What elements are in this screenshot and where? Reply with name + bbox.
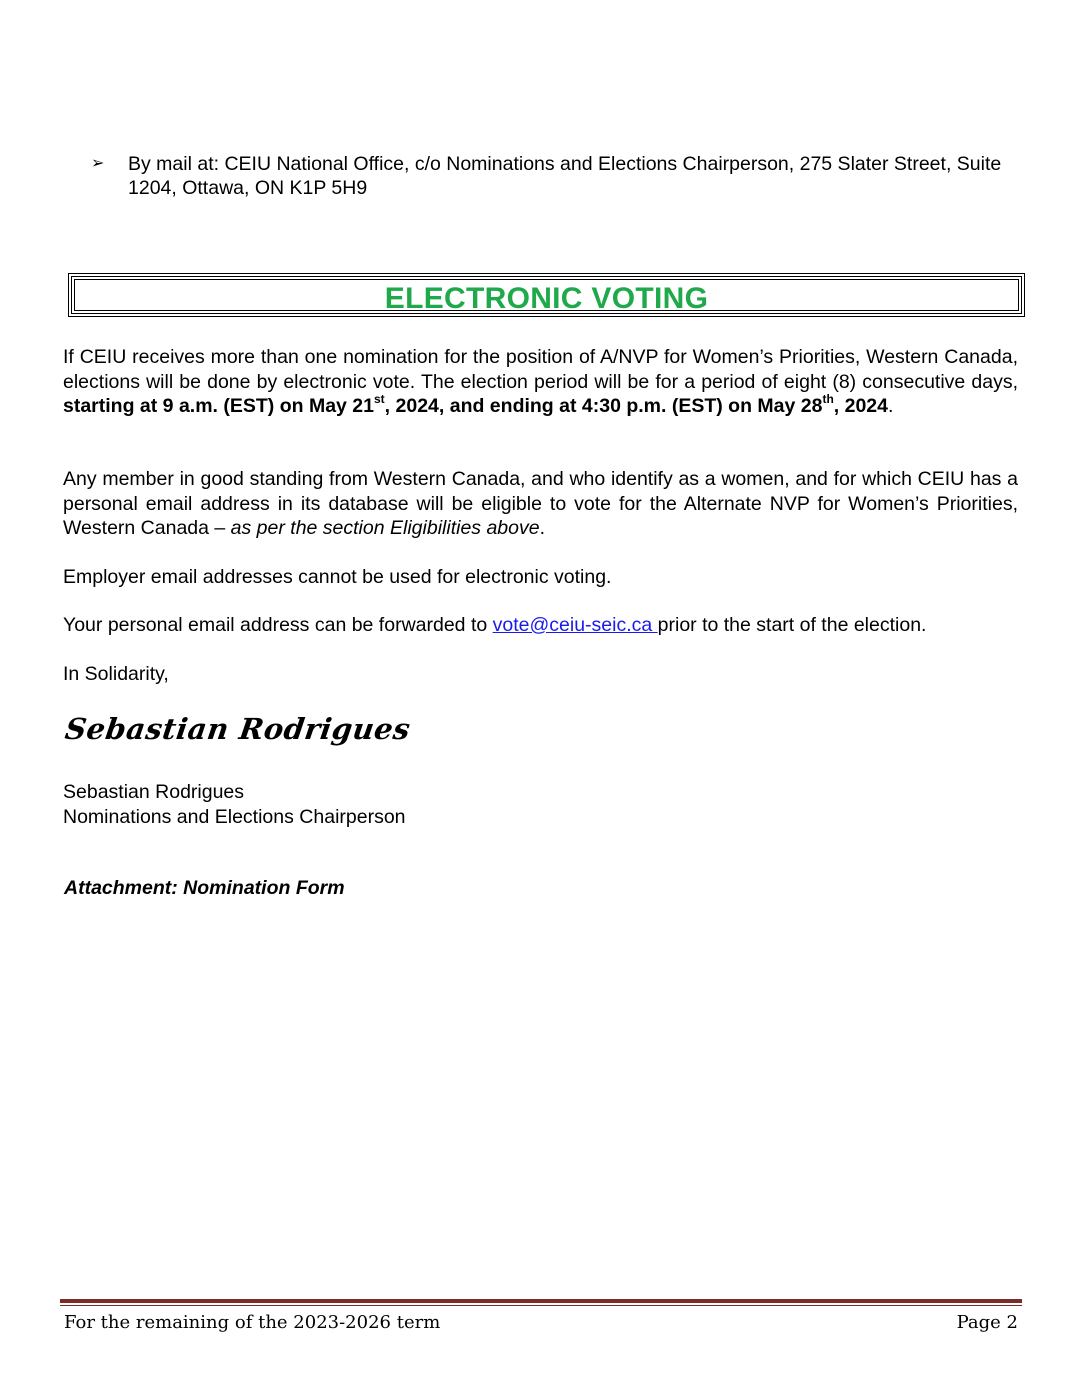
handwritten-signature: Sebastian Rodrigues (63, 712, 413, 746)
closing-salutation: In Solidarity, (63, 663, 169, 685)
page-number: Page 2 (956, 1312, 1018, 1333)
mail-bullet (91, 152, 1026, 200)
signer-title: Nominations and Elections Chairperson (63, 805, 406, 828)
signer-name: Sebastian Rodrigues (63, 781, 245, 803)
footer-rule-thick (60, 1299, 1022, 1303)
section-heading-box (68, 273, 1025, 317)
election-period-paragraph: If CEIU receives more than one nomination for the position of A/NVP for Women’s Priorities, Western Canada, elections will be done by electronic vote. The election period will be for a period of eight (8) consecutive days, starting at 9 a.m. (EST) on May 21st, 2024, and ending at 4:30 p.m. (EST) on May 28th, 2024. (63, 346, 1018, 417)
footer-rule-thin (60, 1305, 1022, 1306)
attachment-note: Attachment: Nomination Form (64, 877, 345, 899)
employer-email-paragraph: Employer email addresses cannot be used for electronic voting. (63, 566, 612, 588)
mail-address-text: By mail at: CEIU National Office, c/o Nominations and Elections Chairperson, 275 Slater Street, Suite 1204, Ottawa, ON K1P 5H9 (128, 153, 1002, 199)
arrow-bullet-icon: ➢ (91, 155, 105, 172)
election-dates: starting at 9 a.m. (EST) on May 21st, 2024, and ending at 4:30 p.m. (EST) on May 28th, 2024 (63, 391, 888, 417)
section-heading: ELECTRONIC VOTING (384, 282, 709, 315)
personal-email-paragraph: Your personal email address can be forwarded to vote@ceiu-seic.ca prior to the start of the election. (63, 614, 927, 636)
vote-email-link[interactable]: vote@ceiu-seic.ca (492, 614, 658, 636)
eligibility-paragraph: Any member in good standing from Western Canada, and who identify as a women, and for which CEIU has a personal email address in its database will be eligible to vote for the Alternate NVP for Women’s Priorities, Western Canada – as per the section Eligibilities above. (63, 468, 1018, 539)
footer-term: For the remaining of the 2023-2026 term (64, 1312, 441, 1333)
signer-block (63, 780, 1018, 829)
